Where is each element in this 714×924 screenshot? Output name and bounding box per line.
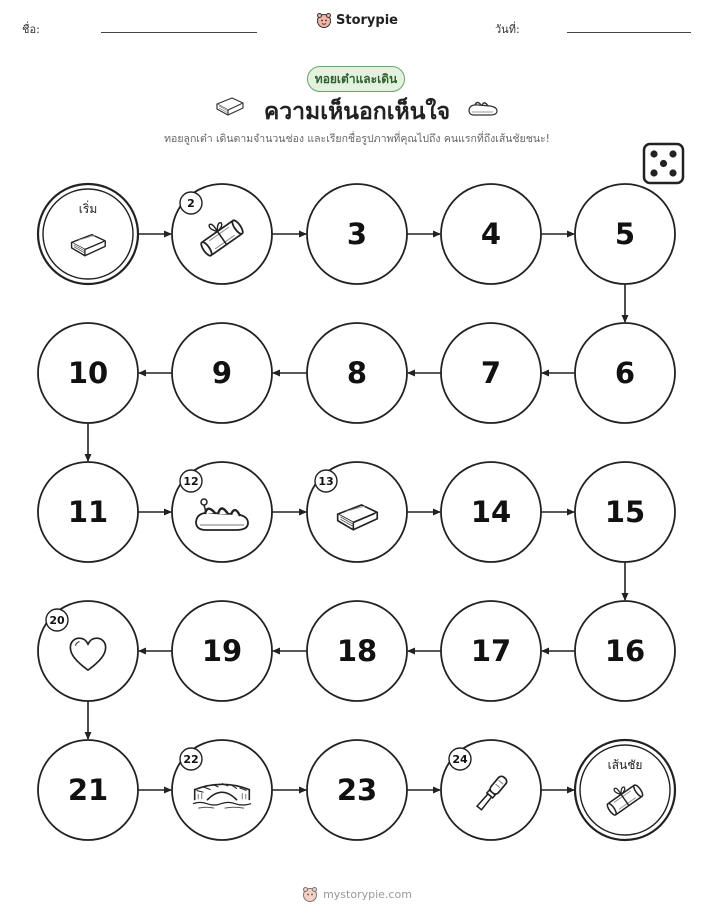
board-square-14 [441,462,541,562]
square-number: 3 [346,217,368,251]
board-square-9 [172,323,272,423]
page-title: ความเห็นอกเห็นใจ [263,99,451,125]
mascot-footer-icon [302,886,318,902]
board-square-23 [307,740,407,840]
square-number: 14 [470,495,512,529]
square-number: 7 [480,356,502,390]
footer [0,886,714,906]
square-number: 23 [336,773,378,807]
square-number: 16 [604,634,646,668]
board-square-19 [172,601,272,701]
square-number: 9 [211,356,233,390]
square-number: 15 [604,495,646,529]
square-number: 2 [187,197,195,210]
board-square-3 [307,184,407,284]
square-number: 24 [452,753,468,766]
square-number: 21 [67,773,109,807]
board-square-15 [575,462,675,562]
square-number: 10 [67,356,109,390]
square-number: 22 [183,753,199,766]
square-number: 19 [201,634,243,668]
board-square-1 [38,184,138,284]
square-number: 5 [614,217,636,251]
board-square-12 [172,462,272,562]
square-number: 13 [318,475,334,488]
board-square-24 [441,740,541,840]
instructions: ทอยลูกเต๋า เดินตามจำนวนช่อง และเรียกชื่อรูปภาพที่คุณไปถึง คนแรกที่ถึงเส้นชัยชนะ! [164,133,550,145]
board-square-25 [575,740,675,840]
board-square-13 [307,462,407,562]
board-square-8 [307,323,407,423]
brand-name: Storypie [336,12,398,28]
board-square-10 [38,323,138,423]
date-label: วันที่: [495,23,520,36]
game-type-badge: ทอยเต๋าและเดิน [307,66,405,92]
board-square-2 [172,184,272,284]
square-number: 18 [336,634,378,668]
square-number: 11 [67,495,109,529]
square-number: 4 [480,217,502,251]
board-square-7 [441,323,541,423]
board-square-17 [441,601,541,701]
board-square-20 [38,601,138,701]
square-number: 17 [470,634,512,668]
square-number: 20 [49,614,65,627]
board-square-22 [172,740,272,840]
finish-label: เส้นชัย [607,758,643,772]
square-number: 8 [346,356,368,390]
board-square-5 [575,184,675,284]
footer-site: mystorypie.com [323,887,412,901]
name-label: ชื่อ: [22,23,40,36]
board-square-11 [38,462,138,562]
board-square-21 [38,740,138,840]
board-square-6 [575,323,675,423]
board-square-16 [575,601,675,701]
board-square-4 [441,184,541,284]
square-number: 12 [183,475,199,488]
square-number: 6 [614,356,636,390]
board-square-18 [307,601,407,701]
start-label: เริ่ม [78,202,98,216]
